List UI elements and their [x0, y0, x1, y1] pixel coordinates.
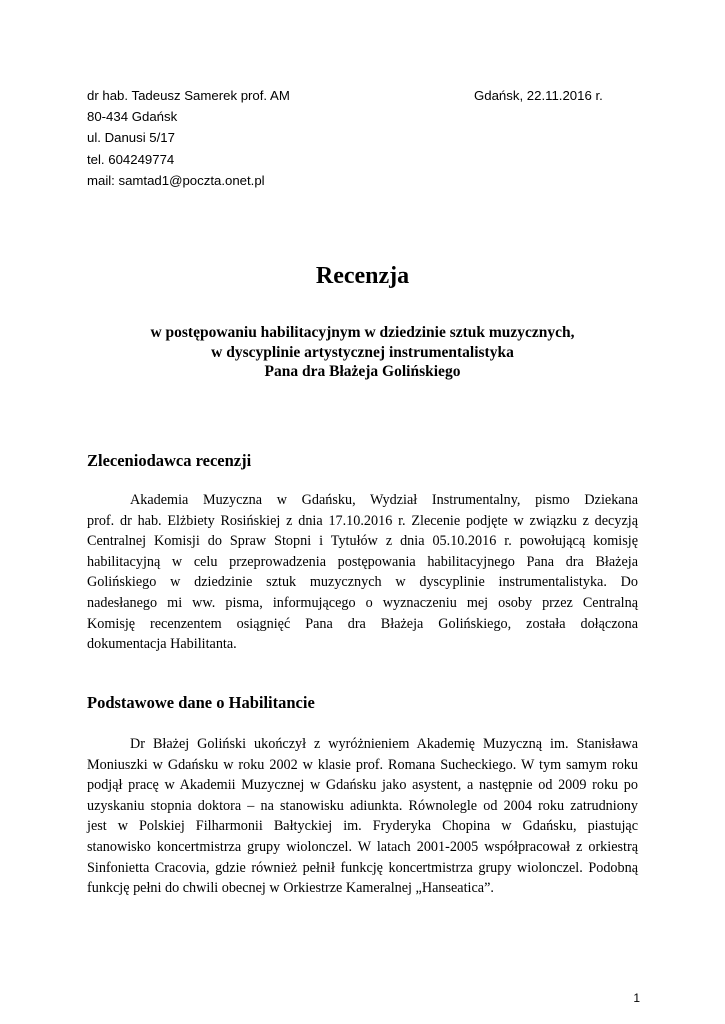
paragraph-line: uzyskaniu stopnia doktora – na stanowisku adiunkta. Równolegle od 2004 roku zatrudniony	[87, 797, 638, 814]
subtitle-line: w postępowaniu habilitacyjnym w dziedzinie sztuk muzycznych,	[150, 324, 575, 341]
paragraph-line: podjął pracę w Akademii Muzycznej w Gdańsku jako asystent, a następnie od 2009 roku po	[87, 777, 638, 794]
paragraph-line: Dr Błażej Goliński ukończył z wyróżnieniem Akademię Muzyczną im. Stanisława	[130, 736, 638, 752]
paragraph-line: Komisję recenzentem osiągnięć Pana dra Błażeja Golińskiego, została dołączona	[87, 615, 638, 632]
section-heading-commissioner: Zleceniodawca recenzji	[87, 451, 252, 470]
page-number: 1	[633, 991, 640, 1005]
subtitle-line: Pana dra Błażeja Golińskiego	[264, 363, 461, 380]
section-paragraph-candidate	[87, 734, 638, 899]
document-date: Gdańsk, 22.11.2016 r.	[474, 88, 603, 103]
paragraph-line: Sinfonietta Cracovia, gdzie również pełnił funkcję koncertmistrza grupy wiolonczel. Podobną	[87, 859, 638, 876]
sender-postal: 80-434 Gdańsk	[87, 109, 178, 125]
sender-email: mail: samtad1@poczta.onet.pl	[87, 172, 265, 188]
sender-phone: tel. 604249774	[87, 151, 175, 167]
document-title: Recenzja	[315, 263, 410, 289]
paragraph-line: habilitacyjną w celu przeprowadzenia postępowania habilitacyjnego Pana dra Błażeja	[87, 553, 638, 570]
section-heading-candidate: Podstawowe dane o Habilitancie	[87, 693, 315, 712]
paragraph-line: Golińskiego w dziedzinie sztuk muzycznych w dyscyplinie instrumentalistyka. Do	[87, 574, 638, 591]
subtitle-line: w dyscyplinie artystycznej instrumentalistyka	[211, 343, 514, 361]
sender-block	[87, 85, 387, 191]
sender-street: ul. Danusi 5/17	[87, 130, 175, 146]
paragraph-line: stanowisko koncertmistrza grupy wiolonczel. W latach 2001-2005 współpracował z orkiestrą	[87, 838, 638, 855]
sender-name: dr hab. Tadeusz Samerek prof. AM	[87, 88, 290, 103]
paragraph-line: jest w Polskiej Filharmonii Bałtyckiej im. Fryderyka Chopina w Gdańsku, piastując	[87, 818, 638, 835]
paragraph-line: prof. dr hab. Elżbiety Rosińskiej z dnia 17.10.2016 r. Zlecenie podjęte w związku z decyzją	[87, 512, 638, 529]
paragraph-line: funkcję pełni do chwili obecnej w Orkiestrze Kameralnej „Hanseatica”.	[87, 880, 494, 897]
document-subtitle	[80, 323, 645, 382]
paragraph-line: dokumentacja Habilitanta.	[87, 636, 237, 653]
paragraph-line: Akademia Muzyczna w Gdańsku, Wydział Instrumentalny, pismo Dziekana	[130, 492, 638, 508]
paragraph-line: nadesłanego mi ww. pisma, informującego o wyznaczeniu mej osoby przez Centralną	[87, 594, 638, 611]
paragraph-line: Centralnej Komisji do Spraw Stopni i Tytułów z dnia 05.10.2016 r. powołującą komisję	[87, 533, 638, 550]
paragraph-line: Moniuszki w Gdańsku w roku 2002 w klasie prof. Romana Sucheckiego. W tym samym roku	[87, 756, 638, 773]
section-paragraph-commissioner	[87, 490, 638, 655]
